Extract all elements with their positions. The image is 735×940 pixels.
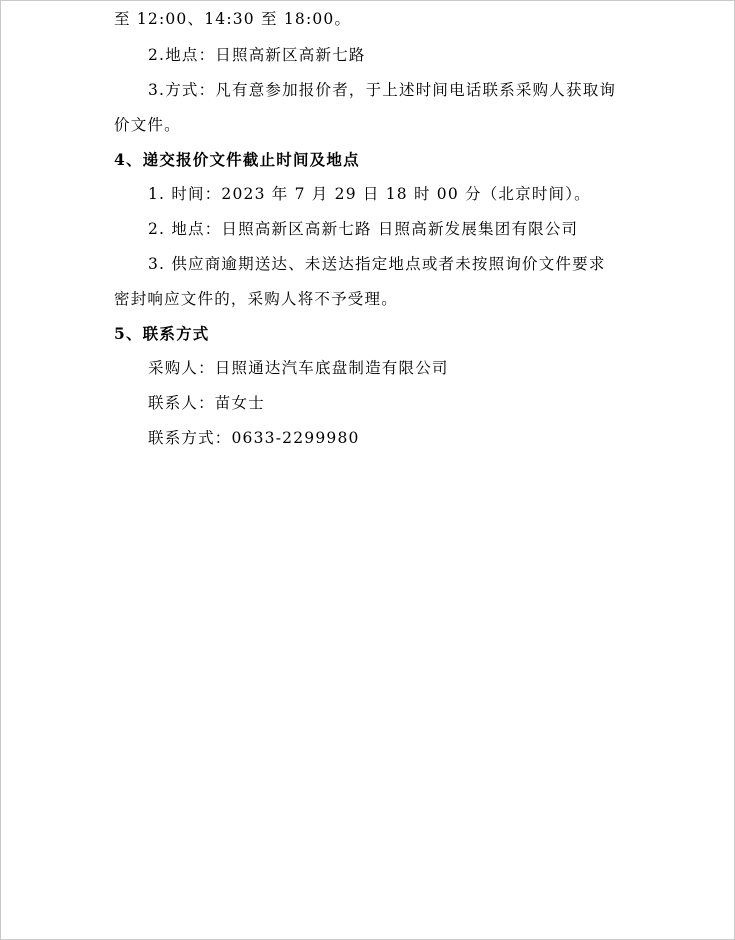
pickup-location-text: 2.地点：日照高新区高新七路 <box>148 46 366 64</box>
hours-continuation-text: 至 12:00、14:30 至 18:00。 <box>114 10 352 28</box>
contact-person-text: 联系人：苗女士 <box>148 394 265 412</box>
section-4-heading: 4、递交报价文件截止时间及地点 <box>114 150 360 169</box>
late-submission-text-line1: 3. 供应商逾期送达、未送达指定地点或者未按照询价文件要求 <box>148 255 606 273</box>
contact-phone-text: 联系方式：0633-2299980 <box>148 429 360 447</box>
purchaser-text: 采购人：日照通达汽车底盘制造有限公司 <box>148 359 449 377</box>
pickup-method-text-line1: 3.方式：凡有意参加报价者，于上述时间电话联系采购人获取询 <box>148 81 617 99</box>
pickup-method-text-line2: 价文件。 <box>114 116 181 134</box>
section-5-heading: 5、联系方式 <box>114 324 210 343</box>
deadline-time-text: 1. 时间：2023 年 7 月 29 日 18 时 00 分（北京时间）。 <box>148 185 591 203</box>
submission-location-text: 2. 地点：日照高新区高新七路 日照高新发展集团有限公司 <box>148 220 579 238</box>
late-submission-text-line2: 密封响应文件的，采购人将不予受理。 <box>114 290 398 308</box>
